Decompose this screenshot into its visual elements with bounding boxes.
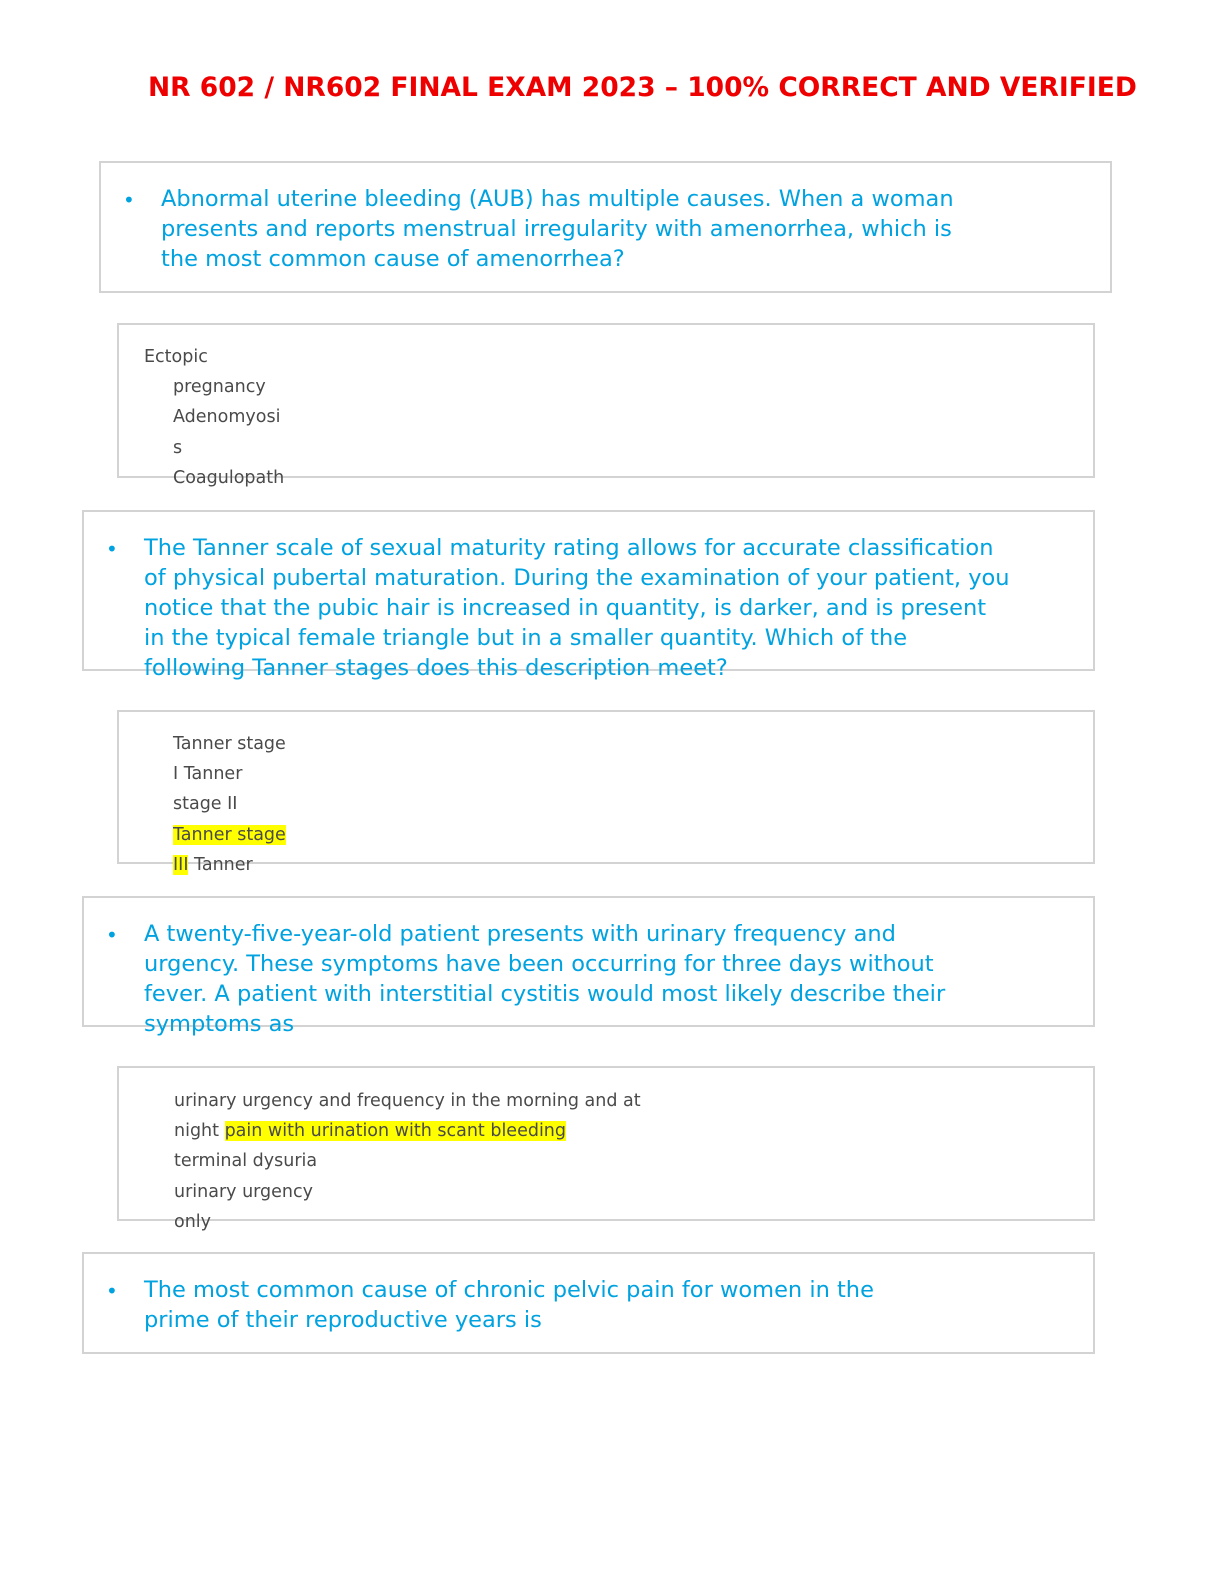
answer-line: stage II — [173, 794, 238, 815]
question-text-3 — [144, 919, 945, 1039]
question-line: in the typical female triangle but in a smaller quantity. Which of the — [144, 625, 908, 651]
document-title-container — [148, 70, 1137, 112]
question-line: following Tanner stages does this description meet? — [144, 655, 728, 681]
bullet-4: • — [106, 1279, 118, 1303]
answer-text-2 — [173, 729, 286, 880]
answer-line: Ectopic — [144, 347, 208, 367]
answer-fragment: Tanner — [188, 854, 253, 875]
question-text-4 — [144, 1275, 874, 1335]
question-line: notice that the pubic hair is increased in quantity, is darker, and is present — [144, 595, 987, 621]
answer-line: Coagulopath — [173, 467, 285, 488]
answer-text-3 — [174, 1086, 641, 1237]
question-line: Abnormal uterine bleeding (AUB) has multiple causes. When a woman — [161, 186, 954, 212]
question-line: The most common cause of chronic pelvic pain for women in the — [144, 1277, 874, 1303]
question-text-2 — [144, 533, 1010, 683]
question-box-4 — [82, 1252, 1095, 1354]
highlighted-answer: Tanner stage — [173, 824, 286, 845]
question-box-3 — [82, 896, 1095, 1037]
question-line: prime of their reproductive years is — [144, 1307, 542, 1333]
question-line: fever. A patient with interstitial cystitis would most likely describe their — [144, 981, 946, 1007]
answer-line: urinary urgency and frequency in the morning and at — [174, 1091, 641, 1111]
answer-line: pregnancy — [173, 377, 266, 398]
answer-line — [173, 850, 286, 880]
answer-fragment: night — [174, 1121, 225, 1142]
question-line: of physical pubertal maturation. During the examination of your patient, you — [144, 565, 1010, 591]
document-title: NR 602 / NR602 FINAL EXAM 2023 – 100% CORRECT AND VERIFIED — [148, 72, 1137, 103]
answer-box-1 — [117, 323, 1095, 488]
bullet-3: • — [106, 923, 118, 947]
question-box-2 — [82, 510, 1095, 681]
question-line: the most common cause of amenorrhea? — [161, 246, 625, 272]
question-line: urgency. These symptoms have been occurring for three days without — [144, 951, 934, 977]
answer-line: Adenomyosi — [173, 407, 281, 428]
highlighted-answer: III — [173, 854, 189, 875]
answer-line: Tanner stage — [173, 734, 286, 754]
question-box-1 — [99, 161, 1112, 293]
answer-box-3 — [117, 1066, 1095, 1232]
answer-line — [173, 820, 286, 850]
answer-text-1 — [144, 342, 284, 493]
question-line: A twenty-five-year-old patient presents with urinary frequency and — [144, 921, 896, 947]
answer-line — [174, 1116, 641, 1146]
question-line: The Tanner scale of sexual maturity rating allows for accurate classification — [144, 535, 994, 561]
answer-line: urinary urgency — [174, 1181, 314, 1202]
answer-line: I Tanner — [173, 764, 243, 785]
question-text-1 — [161, 184, 954, 274]
question-line: presents and reports menstrual irregularity with amenorrhea, which is — [161, 216, 952, 242]
answer-box-2 — [117, 710, 1095, 875]
highlighted-answer: pain with urination with scant bleeding — [224, 1121, 567, 1142]
question-line: symptoms as — [144, 1011, 295, 1037]
bullet-2: • — [106, 537, 118, 561]
answer-line: s — [173, 437, 183, 458]
answer-line: terminal dysuria — [174, 1151, 318, 1172]
answer-line: only — [174, 1211, 212, 1232]
bullet-1: • — [123, 188, 135, 212]
